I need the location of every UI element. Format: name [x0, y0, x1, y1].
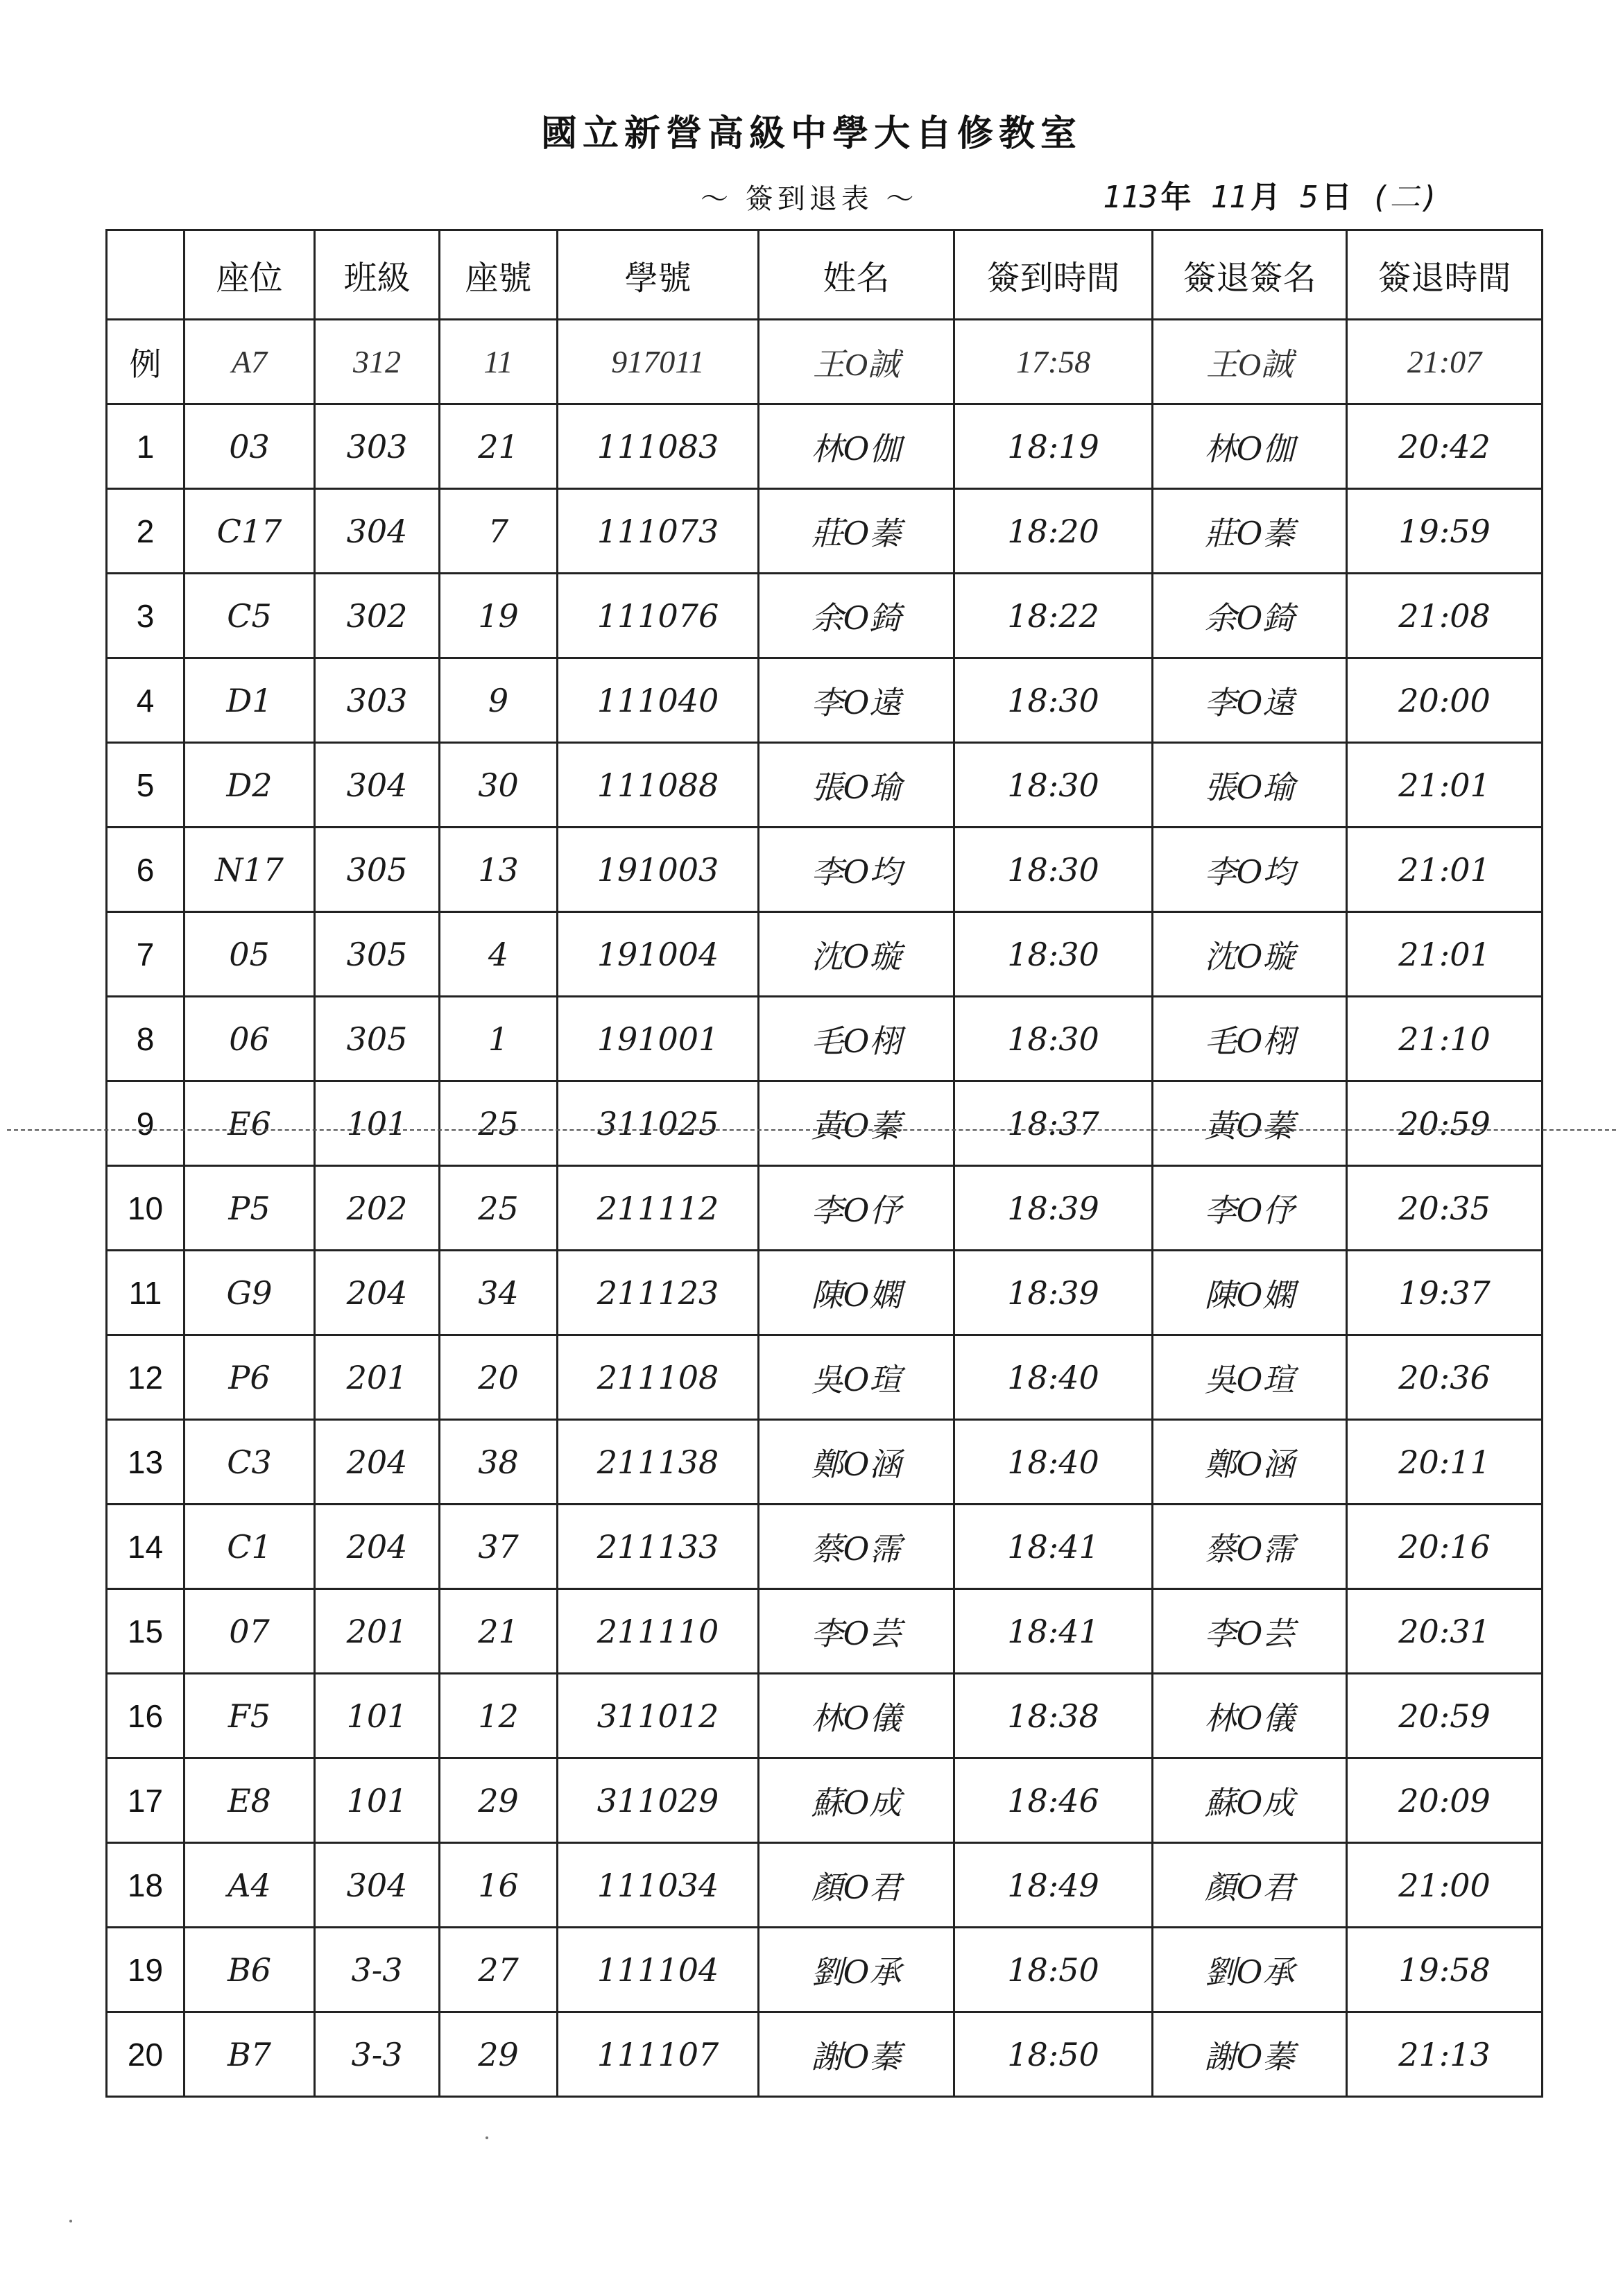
header-row: [107, 230, 1543, 320]
table-row: [107, 2012, 1543, 2097]
cell-seat-no: 12: [440, 1674, 558, 1758]
cell-sign-out-signature: 謝O蓁: [1153, 2012, 1347, 2097]
cell-class: 304: [315, 489, 440, 574]
cell-sign-out-time: 20:36: [1347, 1335, 1543, 1420]
row-number: 10: [107, 1166, 184, 1251]
col-header-sign-in-time: 簽到時間: [954, 230, 1153, 320]
cell-student-id: 211133: [558, 1505, 759, 1589]
cell-seat: D2: [184, 743, 315, 828]
table-row: [107, 1081, 1543, 1166]
table-row: [107, 828, 1543, 912]
cell-class: 201: [315, 1335, 440, 1420]
dashed-fold-line: [7, 1129, 1616, 1131]
cell-seat-no: 34: [440, 1251, 558, 1335]
row-number: 20: [107, 2012, 184, 2097]
table-row: [107, 658, 1543, 743]
cell-sign-out-signature: 毛O栩: [1153, 997, 1347, 1081]
table-row: [107, 1335, 1543, 1420]
table-row: [107, 1843, 1543, 1928]
cell-seat-no: 38: [440, 1420, 558, 1505]
cell-seat: 05: [184, 912, 315, 997]
row-number: 4: [107, 658, 184, 743]
cell-seat: A4: [184, 1843, 315, 1928]
cell-sign-out-signature: 陳O嫻: [1153, 1251, 1347, 1335]
table-row: [107, 1166, 1543, 1251]
cell-sign-out-signature: 莊O蓁: [1153, 489, 1347, 574]
cell-class: 305: [315, 912, 440, 997]
cell-name: 張O瑜: [759, 743, 954, 828]
cell-sign-in-time: 18:46: [954, 1758, 1153, 1843]
cell-student-id: 917011: [558, 320, 759, 404]
cell-name: 王O誠: [759, 320, 954, 404]
row-number: 17: [107, 1758, 184, 1843]
cell-sign-in-time: 18:19: [954, 404, 1153, 489]
cell-class: 3-3: [315, 1928, 440, 2012]
cell-seat: B7: [184, 2012, 315, 2097]
col-header-index: [107, 230, 184, 320]
cell-sign-out-signature: 黃O蓁: [1153, 1081, 1347, 1166]
table-body: [107, 320, 1543, 2097]
cell-class: 204: [315, 1505, 440, 1589]
cell-sign-out-time: 21:00: [1347, 1843, 1543, 1928]
cell-sign-in-time: 18:50: [954, 1928, 1153, 2012]
cell-sign-out-signature: 蘇O成: [1153, 1758, 1347, 1843]
sheet-subtitle: ～ 簽到退表 ～: [701, 183, 918, 215]
cell-seat: C17: [184, 489, 315, 574]
table-row: [107, 489, 1543, 574]
row-number: 15: [107, 1589, 184, 1674]
cell-seat: G9: [184, 1251, 315, 1335]
date-line: [1103, 172, 1439, 216]
cell-seat: A7: [184, 320, 315, 404]
cell-name: 顏O君: [759, 1843, 954, 1928]
cell-name: 蔡O霈: [759, 1505, 954, 1589]
cell-sign-out-signature: 李O芸: [1153, 1589, 1347, 1674]
cell-class: 101: [315, 1081, 440, 1166]
cell-sign-out-signature: 沈O璇: [1153, 912, 1347, 997]
cell-sign-out-time: 19:37: [1347, 1251, 1543, 1335]
cell-seat-no: 9: [440, 658, 558, 743]
cell-seat: N17: [184, 828, 315, 912]
cell-seat: 07: [184, 1589, 315, 1674]
table-row: [107, 912, 1543, 997]
cell-sign-out-signature: 吳O瑄: [1153, 1335, 1347, 1420]
cell-seat: C5: [184, 574, 315, 658]
signin-table: [105, 229, 1543, 2098]
cell-name: 劉O承: [759, 1928, 954, 2012]
cell-seat: E8: [184, 1758, 315, 1843]
cell-seat-no: 20: [440, 1335, 558, 1420]
cell-student-id: 111076: [558, 574, 759, 658]
table-row: [107, 997, 1543, 1081]
cell-sign-in-time: 18:41: [954, 1505, 1153, 1589]
cell-name: 李O均: [759, 828, 954, 912]
cell-name: 蘇O成: [759, 1758, 954, 1843]
cell-student-id: 191001: [558, 997, 759, 1081]
cell-student-id: 111088: [558, 743, 759, 828]
cell-student-id: 111073: [558, 489, 759, 574]
cell-sign-out-time: 20:00: [1347, 658, 1543, 743]
cell-name: 莊O蓁: [759, 489, 954, 574]
cell-sign-in-time: 18:39: [954, 1166, 1153, 1251]
cell-sign-out-time: 20:59: [1347, 1674, 1543, 1758]
cell-name: 謝O蓁: [759, 2012, 954, 2097]
row-number: 18: [107, 1843, 184, 1928]
cell-sign-out-time: 21:01: [1347, 828, 1543, 912]
cell-seat-no: 27: [440, 1928, 558, 2012]
table-row: [107, 1589, 1543, 1674]
cell-seat-no: 29: [440, 1758, 558, 1843]
cell-sign-out-time: 20:11: [1347, 1420, 1543, 1505]
table-row: [107, 1251, 1543, 1335]
cell-seat-no: 16: [440, 1843, 558, 1928]
scan-speck: [486, 2136, 488, 2139]
cell-seat: 03: [184, 404, 315, 489]
cell-sign-out-signature: 李O均: [1153, 828, 1347, 912]
table-row: [107, 743, 1543, 828]
col-header-class: 班級: [315, 230, 440, 320]
cell-sign-in-time: 18:30: [954, 828, 1153, 912]
cell-seat-no: 1: [440, 997, 558, 1081]
cell-student-id: 311025: [558, 1081, 759, 1166]
sheet-title: 國立新營高級中學大自修教室: [540, 112, 1082, 155]
table-row: [107, 574, 1543, 658]
row-number: 8: [107, 997, 184, 1081]
cell-class: 304: [315, 1843, 440, 1928]
cell-sign-in-time: 18:30: [954, 658, 1153, 743]
cell-student-id: 211112: [558, 1166, 759, 1251]
cell-sign-out-signature: 王O誠: [1153, 320, 1347, 404]
cell-seat-no: 11: [440, 320, 558, 404]
cell-student-id: 211108: [558, 1335, 759, 1420]
cell-seat: F5: [184, 1674, 315, 1758]
cell-sign-in-time: 18:39: [954, 1251, 1153, 1335]
date-month-label: 月: [1250, 180, 1281, 215]
table-row: [107, 1758, 1543, 1843]
cell-sign-out-time: 20:35: [1347, 1166, 1543, 1251]
table-row: [107, 404, 1543, 489]
cell-sign-out-time: 20:31: [1347, 1589, 1543, 1674]
cell-class: 204: [315, 1420, 440, 1505]
cell-class: 3-3: [315, 2012, 440, 2097]
cell-sign-in-time: 18:40: [954, 1420, 1153, 1505]
col-header-seat: 座位: [184, 230, 315, 320]
cell-name: 黃O蓁: [759, 1081, 954, 1166]
row-number: 1: [107, 404, 184, 489]
row-number: 9: [107, 1081, 184, 1166]
cell-sign-out-signature: 余O錡: [1153, 574, 1347, 658]
cell-sign-in-time: 18:37: [954, 1081, 1153, 1166]
cell-seat-no: 25: [440, 1081, 558, 1166]
row-number: 6: [107, 828, 184, 912]
cell-sign-in-time: 18:30: [954, 912, 1153, 997]
row-number: 3: [107, 574, 184, 658]
row-number: 13: [107, 1420, 184, 1505]
row-number: 16: [107, 1674, 184, 1758]
cell-sign-out-time: 20:42: [1347, 404, 1543, 489]
cell-name: 鄭O涵: [759, 1420, 954, 1505]
cell-sign-in-time: 18:38: [954, 1674, 1153, 1758]
cell-sign-out-signature: 鄭O涵: [1153, 1420, 1347, 1505]
cell-sign-in-time: 18:20: [954, 489, 1153, 574]
cell-sign-out-time: 20:09: [1347, 1758, 1543, 1843]
cell-student-id: 191003: [558, 828, 759, 912]
cell-name: 李O芸: [759, 1589, 954, 1674]
cell-sign-out-signature: 顏O君: [1153, 1843, 1347, 1928]
cell-class: 302: [315, 574, 440, 658]
date-day: 5: [1300, 180, 1319, 215]
cell-class: 204: [315, 1251, 440, 1335]
row-number: 7: [107, 912, 184, 997]
cell-sign-in-time: 18:50: [954, 2012, 1153, 2097]
cell-sign-out-time: 21:01: [1347, 743, 1543, 828]
cell-sign-out-signature: 李O伃: [1153, 1166, 1347, 1251]
cell-seat: E6: [184, 1081, 315, 1166]
row-number: 12: [107, 1335, 184, 1420]
cell-sign-out-signature: 李O遠: [1153, 658, 1347, 743]
cell-student-id: 211123: [558, 1251, 759, 1335]
cell-seat-no: 25: [440, 1166, 558, 1251]
cell-student-id: 311029: [558, 1758, 759, 1843]
col-header-sign-out-signature: 簽退簽名: [1153, 230, 1347, 320]
cell-seat: B6: [184, 1928, 315, 2012]
cell-name: 毛O栩: [759, 997, 954, 1081]
cell-class: 303: [315, 658, 440, 743]
cell-name: 余O錡: [759, 574, 954, 658]
date-month: 11: [1210, 180, 1248, 215]
cell-student-id: 111083: [558, 404, 759, 489]
cell-sign-out-signature: 林O伽: [1153, 404, 1347, 489]
example-row: [107, 320, 1543, 404]
table-row: [107, 1505, 1543, 1589]
cell-seat-no: 4: [440, 912, 558, 997]
cell-sign-out-time: 21:10: [1347, 997, 1543, 1081]
cell-sign-out-signature: 張O瑜: [1153, 743, 1347, 828]
cell-seat: C1: [184, 1505, 315, 1589]
cell-name: 林O儀: [759, 1674, 954, 1758]
cell-class: 305: [315, 997, 440, 1081]
cell-name: 林O伽: [759, 404, 954, 489]
col-header-student-id: 學號: [558, 230, 759, 320]
cell-sign-in-time: 18:40: [954, 1335, 1153, 1420]
cell-class: 312: [315, 320, 440, 404]
cell-seat-no: 19: [440, 574, 558, 658]
table-row: [107, 1928, 1543, 2012]
cell-sign-out-time: 21:01: [1347, 912, 1543, 997]
cell-class: 101: [315, 1674, 440, 1758]
cell-seat-no: 21: [440, 404, 558, 489]
cell-student-id: 191004: [558, 912, 759, 997]
cell-name: 沈O璇: [759, 912, 954, 997]
table-row: [107, 1674, 1543, 1758]
cell-class: 303: [315, 404, 440, 489]
row-number: 5: [107, 743, 184, 828]
date-weekday: (二): [1371, 180, 1439, 215]
cell-class: 304: [315, 743, 440, 828]
cell-student-id: 111034: [558, 1843, 759, 1928]
cell-class: 101: [315, 1758, 440, 1843]
cell-student-id: 311012: [558, 1674, 759, 1758]
cell-sign-out-time: 21:07: [1347, 320, 1543, 404]
cell-class: 305: [315, 828, 440, 912]
date-day-label: 日: [1321, 180, 1352, 215]
date-year-label: 年: [1160, 180, 1192, 215]
cell-sign-in-time: 18:49: [954, 1843, 1153, 1928]
cell-seat: 06: [184, 997, 315, 1081]
table-row: [107, 1420, 1543, 1505]
cell-sign-in-time: 18:22: [954, 574, 1153, 658]
cell-name: 吳O瑄: [759, 1335, 954, 1420]
cell-student-id: 111107: [558, 2012, 759, 2097]
cell-seat-no: 37: [440, 1505, 558, 1589]
cell-sign-out-time: 19:58: [1347, 1928, 1543, 2012]
cell-student-id: 111104: [558, 1928, 759, 2012]
cell-sign-in-time: 18:41: [954, 1589, 1153, 1674]
cell-seat-no: 29: [440, 2012, 558, 2097]
cell-seat-no: 13: [440, 828, 558, 912]
row-number: 14: [107, 1505, 184, 1589]
cell-sign-out-time: 21:13: [1347, 2012, 1543, 2097]
cell-sign-out-time: 20:59: [1347, 1081, 1543, 1166]
cell-sign-out-signature: 林O儀: [1153, 1674, 1347, 1758]
cell-sign-in-time: 18:30: [954, 997, 1153, 1081]
cell-student-id: 111040: [558, 658, 759, 743]
cell-sign-out-time: 20:16: [1347, 1505, 1543, 1589]
cell-student-id: 211110: [558, 1589, 759, 1674]
cell-sign-out-signature: 劉O承: [1153, 1928, 1347, 2012]
cell-class: 202: [315, 1166, 440, 1251]
cell-sign-out-time: 21:08: [1347, 574, 1543, 658]
row-number: 2: [107, 489, 184, 574]
cell-sign-out-time: 19:59: [1347, 489, 1543, 574]
cell-seat-no: 30: [440, 743, 558, 828]
cell-sign-out-signature: 蔡O霈: [1153, 1505, 1347, 1589]
cell-seat: D1: [184, 658, 315, 743]
cell-seat: P5: [184, 1166, 315, 1251]
row-number: 11: [107, 1251, 184, 1335]
date-year: 113: [1103, 180, 1158, 215]
cell-name: 陳O嫻: [759, 1251, 954, 1335]
cell-seat-no: 7: [440, 489, 558, 574]
cell-name: 李O遠: [759, 658, 954, 743]
cell-seat: C3: [184, 1420, 315, 1505]
col-header-seat-no: 座號: [440, 230, 558, 320]
cell-seat: P6: [184, 1335, 315, 1420]
row-number: 19: [107, 1928, 184, 2012]
row-number: 例: [107, 320, 184, 404]
cell-student-id: 211138: [558, 1420, 759, 1505]
cell-sign-in-time: 17:58: [954, 320, 1153, 404]
cell-class: 201: [315, 1589, 440, 1674]
cell-seat-no: 21: [440, 1589, 558, 1674]
cell-name: 李O伃: [759, 1166, 954, 1251]
col-header-name: 姓名: [759, 230, 954, 320]
cell-sign-in-time: 18:30: [954, 743, 1153, 828]
scan-speck: [69, 2220, 72, 2222]
col-header-sign-out-time: 簽退時間: [1347, 230, 1543, 320]
